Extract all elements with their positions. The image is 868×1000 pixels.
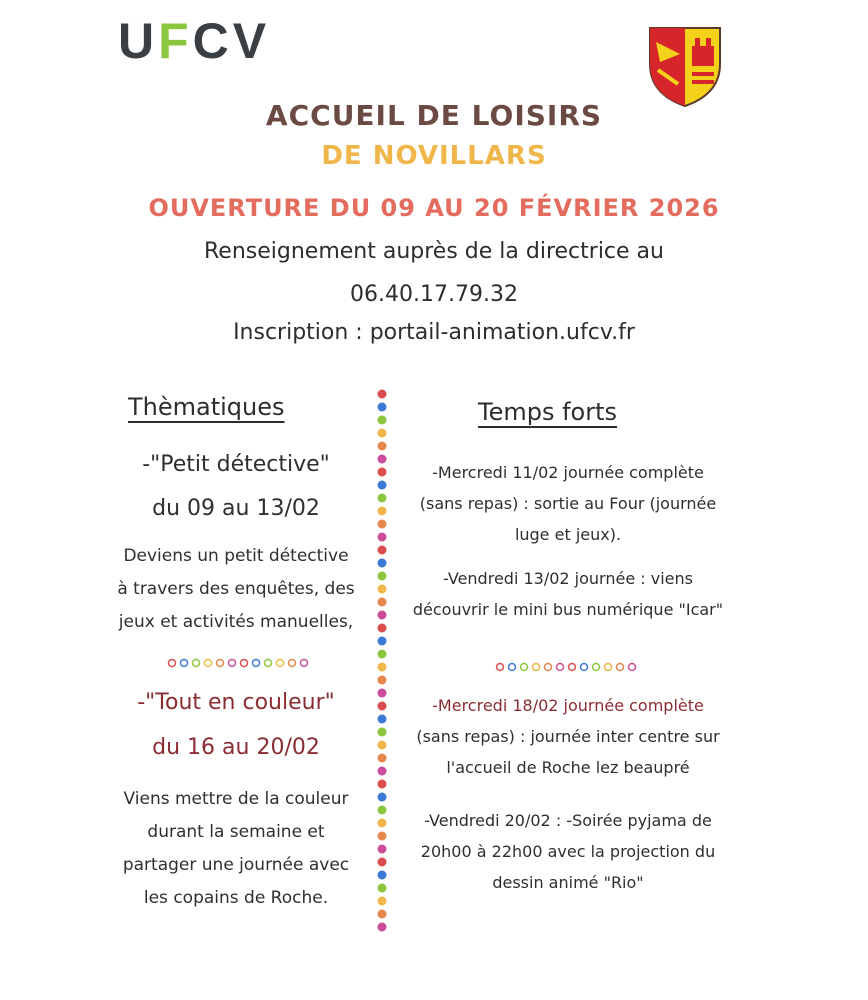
- event-item: [392, 457, 744, 550]
- dotted-separator-right: [494, 660, 642, 674]
- theme1-dates: du 09 au 13/02: [152, 496, 320, 521]
- theme1-desc-line: à travers des enquêtes, des: [117, 579, 355, 599]
- event-line: (sans repas) : sortie au Four (journée: [419, 494, 717, 513]
- divider-dot: [378, 507, 387, 516]
- event-line: -Mercredi 18/02 journée complète: [432, 696, 704, 715]
- theme2-desc-line: durant la semaine et: [147, 822, 325, 842]
- separator-dot: [265, 660, 272, 667]
- divider-dot: [378, 832, 387, 841]
- separator-dot: [557, 664, 564, 671]
- theme2-desc-line: partager une journée avec: [122, 855, 350, 875]
- divider-dot: [378, 767, 387, 776]
- event-line: -Vendredi 20/02 : -Soirée pyjama de: [424, 811, 712, 830]
- separator-dot: [629, 664, 636, 671]
- divider-dot: [378, 663, 387, 672]
- separator-dot: [289, 660, 296, 667]
- registration-link[interactable]: Inscription : portail-animation.ufcv.fr: [233, 320, 635, 345]
- divider-dot: [378, 572, 387, 581]
- event-line: (sans repas) : journée inter centre sur: [416, 727, 720, 746]
- highlights-heading: Temps forts: [478, 398, 618, 426]
- divider-dot: [378, 559, 387, 568]
- divider-dot: [378, 481, 387, 490]
- event-item: [392, 563, 744, 625]
- divider-dot: [378, 884, 387, 893]
- separator-dot: [509, 664, 516, 671]
- event-line: 20h00 à 22h00 avec la projection du: [420, 842, 716, 861]
- theme1-desc-line: Deviens un petit détective: [123, 546, 349, 566]
- event-line: -Vendredi 13/02 journée : viens: [443, 569, 693, 588]
- event-line: découvrir le mini bus numérique "Icar": [412, 600, 724, 619]
- divider-dot: [378, 520, 387, 529]
- dotted-divider: [374, 388, 390, 934]
- separator-dot: [169, 660, 176, 667]
- theme1-title: -"Petit détective": [142, 452, 330, 477]
- contact-line: Renseignement auprès de la directrice au: [204, 239, 664, 264]
- divider-dot: [378, 754, 387, 763]
- theme2-dates: du 16 au 20/02: [152, 735, 320, 760]
- theme2-description: [100, 783, 372, 915]
- separator-dot: [605, 664, 612, 671]
- divider-dot: [378, 676, 387, 685]
- divider-dot: [378, 598, 387, 607]
- theme1-desc-line: jeux et activités manuelles,: [118, 612, 354, 632]
- event-item: [392, 805, 744, 898]
- event-item: [392, 690, 744, 783]
- theme2-title: -"Tout en couleur": [137, 690, 335, 715]
- separator-dot: [181, 660, 188, 667]
- divider-dot: [378, 442, 387, 451]
- separator-dot: [497, 664, 504, 671]
- divider-dot: [378, 897, 387, 906]
- separator-dot: [241, 660, 248, 667]
- divider-dot: [378, 390, 387, 399]
- divider-dot: [378, 793, 387, 802]
- divider-dot: [378, 845, 387, 854]
- divider-dot: [378, 715, 387, 724]
- separator-dot: [253, 660, 260, 667]
- separator-dot: [193, 660, 200, 667]
- separator-dot: [617, 664, 624, 671]
- separator-dot: [217, 660, 224, 667]
- page-subtitle: DE NOVILLARS: [321, 141, 547, 171]
- divider-dot: [378, 611, 387, 620]
- separator-dot: [521, 664, 528, 671]
- divider-dot: [378, 819, 387, 828]
- separator-dot: [533, 664, 540, 671]
- divider-dot: [378, 546, 387, 555]
- theme1-description: [100, 540, 372, 639]
- separator-dot: [545, 664, 552, 671]
- theme2-desc-line: Viens mettre de la couleur: [123, 789, 349, 809]
- divider-dot: [378, 806, 387, 815]
- divider-dot: [378, 923, 387, 932]
- dotted-separator-left: [166, 656, 314, 670]
- theme2-desc-line: les copains de Roche.: [143, 888, 329, 908]
- separator-dot: [569, 664, 576, 671]
- separator-dot: [229, 660, 236, 667]
- ufcv-logo: UFCV: [118, 13, 271, 69]
- divider-dot: [378, 533, 387, 542]
- divider-dot: [378, 910, 387, 919]
- event-line: -Mercredi 11/02 journée complète: [432, 463, 704, 482]
- event-line: dessin animé "Rio": [492, 873, 644, 892]
- separator-dot: [593, 664, 600, 671]
- divider-dot: [378, 429, 387, 438]
- divider-dot: [378, 728, 387, 737]
- divider-dot: [378, 416, 387, 425]
- themes-heading: Thèmatiques: [128, 393, 285, 421]
- divider-dot: [378, 585, 387, 594]
- divider-dot: [378, 403, 387, 412]
- event-line: l'accueil de Roche lez beaupré: [446, 758, 690, 777]
- separator-dot: [581, 664, 588, 671]
- divider-dot: [378, 468, 387, 477]
- divider-dot: [378, 741, 387, 750]
- divider-dot: [378, 637, 387, 646]
- divider-dot: [378, 702, 387, 711]
- separator-dot: [205, 660, 212, 667]
- phone-number: 06.40.17.79.32: [350, 282, 518, 307]
- divider-dot: [378, 624, 387, 633]
- divider-dot: [378, 494, 387, 503]
- divider-dot: [378, 871, 387, 880]
- divider-dot: [378, 689, 387, 698]
- page-title: ACCUEIL DE LOISIRS: [265, 99, 603, 132]
- event-line: luge et jeux).: [514, 525, 622, 544]
- divider-dot: [378, 780, 387, 789]
- divider-dot: [378, 858, 387, 867]
- divider-dot: [378, 455, 387, 464]
- coat-of-arms-icon: [646, 24, 724, 108]
- separator-dot: [277, 660, 284, 667]
- opening-dates: OUVERTURE DU 09 AU 20 FÉVRIER 2026: [148, 194, 720, 222]
- separator-dot: [301, 660, 308, 667]
- divider-dot: [378, 650, 387, 659]
